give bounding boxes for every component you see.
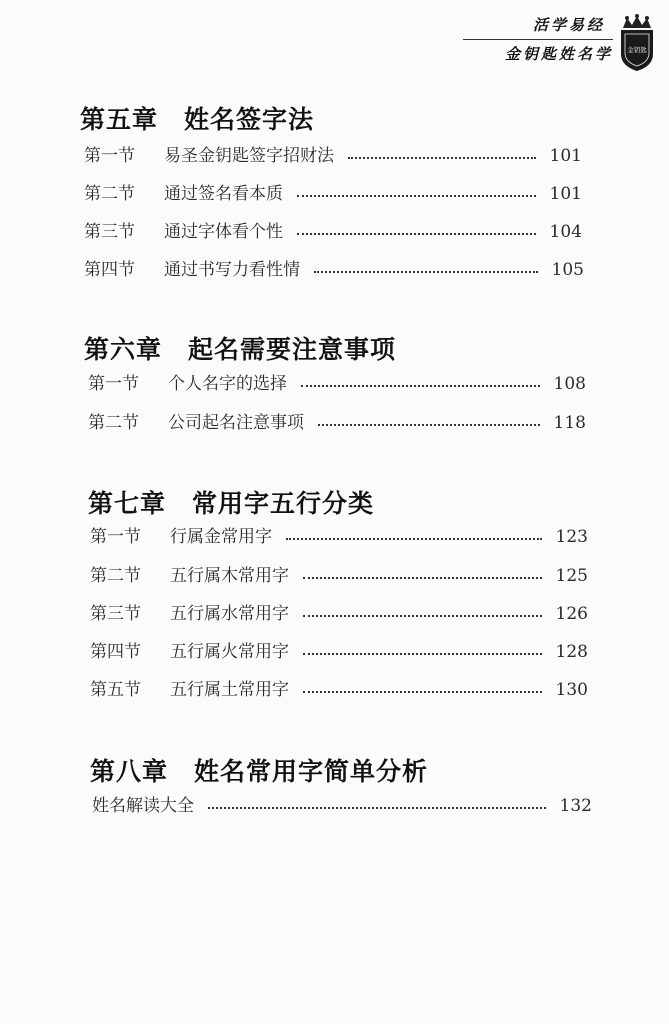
toc-entry[interactable]	[90, 594, 588, 624]
page-number: 104	[549, 222, 582, 242]
leader-dots	[303, 576, 542, 579]
leader-dots	[208, 806, 546, 809]
book-title: 金钥匙姓名学	[504, 45, 613, 63]
section-title: 通过书写力看性情	[164, 260, 300, 280]
page-number: 132	[559, 796, 592, 816]
toc-entry[interactable]	[92, 786, 592, 816]
section-label: 第五节	[90, 680, 141, 700]
emblem-text: 金钥匙	[627, 46, 647, 54]
page-number: 108	[553, 374, 586, 394]
page-number: 123	[555, 527, 588, 547]
crown-shield-emblem-icon	[617, 14, 657, 72]
chapter-5-title: 第五章 姓名签字法	[80, 105, 315, 134]
leader-dots	[297, 194, 536, 197]
header-rule	[463, 39, 613, 40]
section-label: 第三节	[84, 222, 135, 242]
leader-dots	[286, 537, 542, 540]
toc-entry[interactable]	[90, 517, 588, 547]
section-title: 行属金常用字	[170, 527, 272, 547]
toc-entry[interactable]	[84, 174, 582, 204]
page-number: 128	[555, 642, 588, 662]
section-title: 公司起名注意事项	[168, 413, 304, 433]
leader-dots	[303, 614, 542, 617]
section-label: 第一节	[90, 527, 141, 547]
section-label: 第一节	[84, 146, 135, 166]
leader-dots	[318, 423, 540, 426]
toc-entry[interactable]	[88, 364, 586, 394]
section-label: 第三节	[90, 604, 141, 624]
page-number: 101	[549, 184, 582, 204]
toc-entry[interactable]	[90, 670, 588, 700]
toc-entry[interactable]	[90, 632, 588, 662]
page-number: 130	[555, 680, 588, 700]
section-title: 通过字体看个性	[164, 222, 283, 242]
page-number: 101	[549, 146, 582, 166]
section-label: 第四节	[84, 260, 135, 280]
section-label: 第一节	[88, 374, 139, 394]
section-title: 五行属火常用字	[170, 642, 289, 662]
section-label: 第四节	[90, 642, 141, 662]
toc-entry[interactable]	[90, 556, 588, 586]
section-title: 五行属土常用字	[170, 680, 289, 700]
chapter-7-title: 第七章 常用字五行分类	[88, 489, 375, 518]
toc-entry[interactable]	[88, 403, 586, 433]
page-number: 105	[551, 260, 584, 280]
section-title: 五行属水常用字	[170, 604, 289, 624]
section-title: 五行属木常用字	[170, 566, 289, 586]
leader-dots	[314, 270, 538, 273]
page-number: 125	[555, 566, 588, 586]
series-title: 活学易经	[532, 16, 605, 34]
section-title: 通过签名看本质	[164, 184, 283, 204]
leader-dots	[348, 156, 536, 159]
leader-dots	[301, 384, 540, 387]
toc-entry[interactable]	[84, 250, 584, 280]
section-label: 第二节	[88, 413, 139, 433]
section-title: 个人名字的选择	[168, 374, 287, 394]
section-title: 姓名解读大全	[92, 796, 194, 816]
section-title: 易圣金钥匙签字招财法	[164, 146, 334, 166]
toc-entry[interactable]	[84, 212, 582, 242]
page-number: 118	[553, 413, 586, 433]
section-label: 第二节	[90, 566, 141, 586]
leader-dots	[303, 652, 542, 655]
leader-dots	[297, 232, 536, 235]
chapter-8-title: 第八章 姓名常用字简单分析	[90, 757, 429, 786]
toc-entry[interactable]	[84, 136, 582, 166]
leader-dots	[303, 690, 542, 693]
chapter-6-title: 第六章 起名需要注意事项	[84, 335, 397, 364]
running-header	[463, 14, 613, 64]
section-label: 第二节	[84, 184, 135, 204]
page-number: 126	[555, 604, 588, 624]
